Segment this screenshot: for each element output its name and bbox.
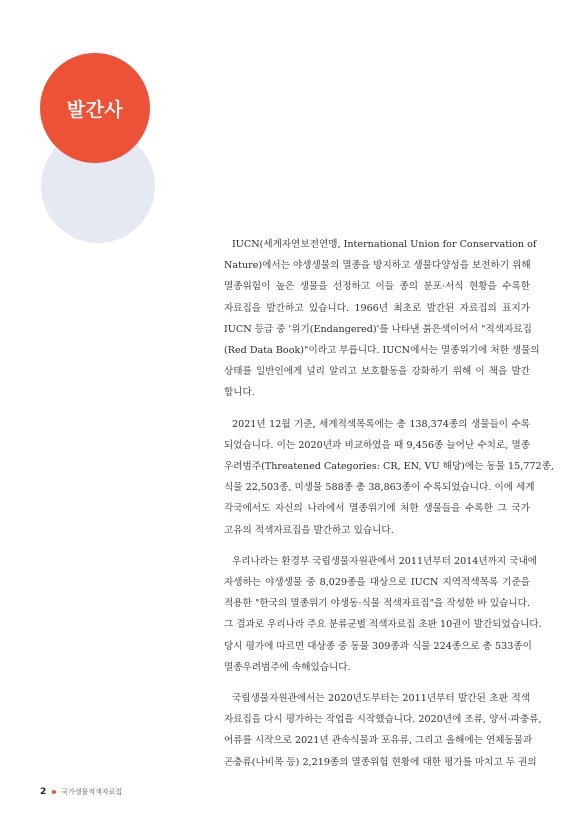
text-line: 멸종위험이 높은 생물을 선정하고 이들 종의 분포·서식 현황을 수록한 [224,281,530,293]
text-line: 자료집을 다시 평가하는 작업을 시작했습니다. 2020년에 조류, 양서·파충류, [224,714,542,726]
text-line: 국립생물자원관에서는 2020년도부터는 2011년부터 발간된 초판 적색 [232,693,530,705]
text-line: 그 결과로 우리나라 주요 분류군별 적색자료집 초판 10권이 발간되었습니다. [224,619,542,631]
text-line: 합니다. [224,387,255,399]
section-title: 발간사 [66,98,124,121]
bullet-dot-icon [52,790,56,794]
paragraph-3 [224,551,542,678]
text-line: IUCN 등급 중 '위기(Endangered)'를 나타낸 붉은색이어서 "적색자료집 [224,323,532,335]
text-line: 자료집을 발간하고 있습니다. 1966년 최초로 발간된 자료집의 표지가 [224,302,530,314]
publication-title: 국가생물적색자료집 [61,788,123,796]
paragraph-4 [224,688,542,773]
text-line: 우려범주(Threatened Categories: CR, EN, VU 해당)에는 동물 15,772종, [224,461,554,473]
text-line: (Red Data Book)"이라고 부릅니다. IUCN에서는 멸종위기에 처한 생물의 [224,345,540,357]
text-line: Nature)에서는 야생생물의 멸종을 방지하고 생물다양성을 보전하기 위해 [224,260,531,272]
foreword-body [224,234,554,783]
paragraph-1 [224,234,540,404]
page-number: 2 [40,787,47,797]
text-line: 곤충류(나비목 등) 2,219종의 멸종위험 현황에 대한 평가를 마치고 두 권의 [224,756,537,768]
text-line: 우리나라는 환경부 국립생물자원관에서 2011년부터 2014년까지 국내에 [232,555,538,567]
text-line: 적용한 "한국의 멸종위기 야생동·식물 적색자료집"을 작성한 바 있습니다. [224,598,530,610]
text-line: 각국에서도 자신의 나라에서 멸종위기에 처한 생물들을 수록한 그 국가 [224,503,530,515]
text-line: 어류를 시작으로 2021년 관속식물과 포유류, 그리고 올해에는 연체동물과 [224,735,533,747]
text-line: 고유의 적색자료집을 발간하고 있습니다. [224,524,394,536]
paragraph-2 [224,414,554,541]
text-line: 2021년 12월 기준, 세계적색목록에는 총 138,374종의 생물들이 수록 [232,418,530,430]
section-badge [40,53,150,163]
page-footer [40,787,122,797]
text-line: 되었습니다. 이는 2020년과 비교하였을 때 9,456종 늘어난 수치로, 멸종 [224,439,530,451]
text-line: 식물 22,503종, 미생물 588종 총 38,863종이 수록되었습니다. 이에 세계 [224,482,535,494]
text-line: 당시 평가에 따르면 대상종 중 동물 309종과 식물 224종으로 총 533종이 [224,640,532,652]
text-line: 멸종우려범주에 속해있습니다. [224,661,351,673]
text-line: 상태를 일반인에게 널리 알리고 보호활동을 강화하기 위해 이 책을 발간 [224,366,530,378]
text-line: 자생하는 야생생물 중 8,029종을 대상으로 IUCN 지역적색목록 기준을 [224,577,530,589]
text-line: IUCN(세계자연보전연맹, International Union for Conservation of [232,239,537,250]
